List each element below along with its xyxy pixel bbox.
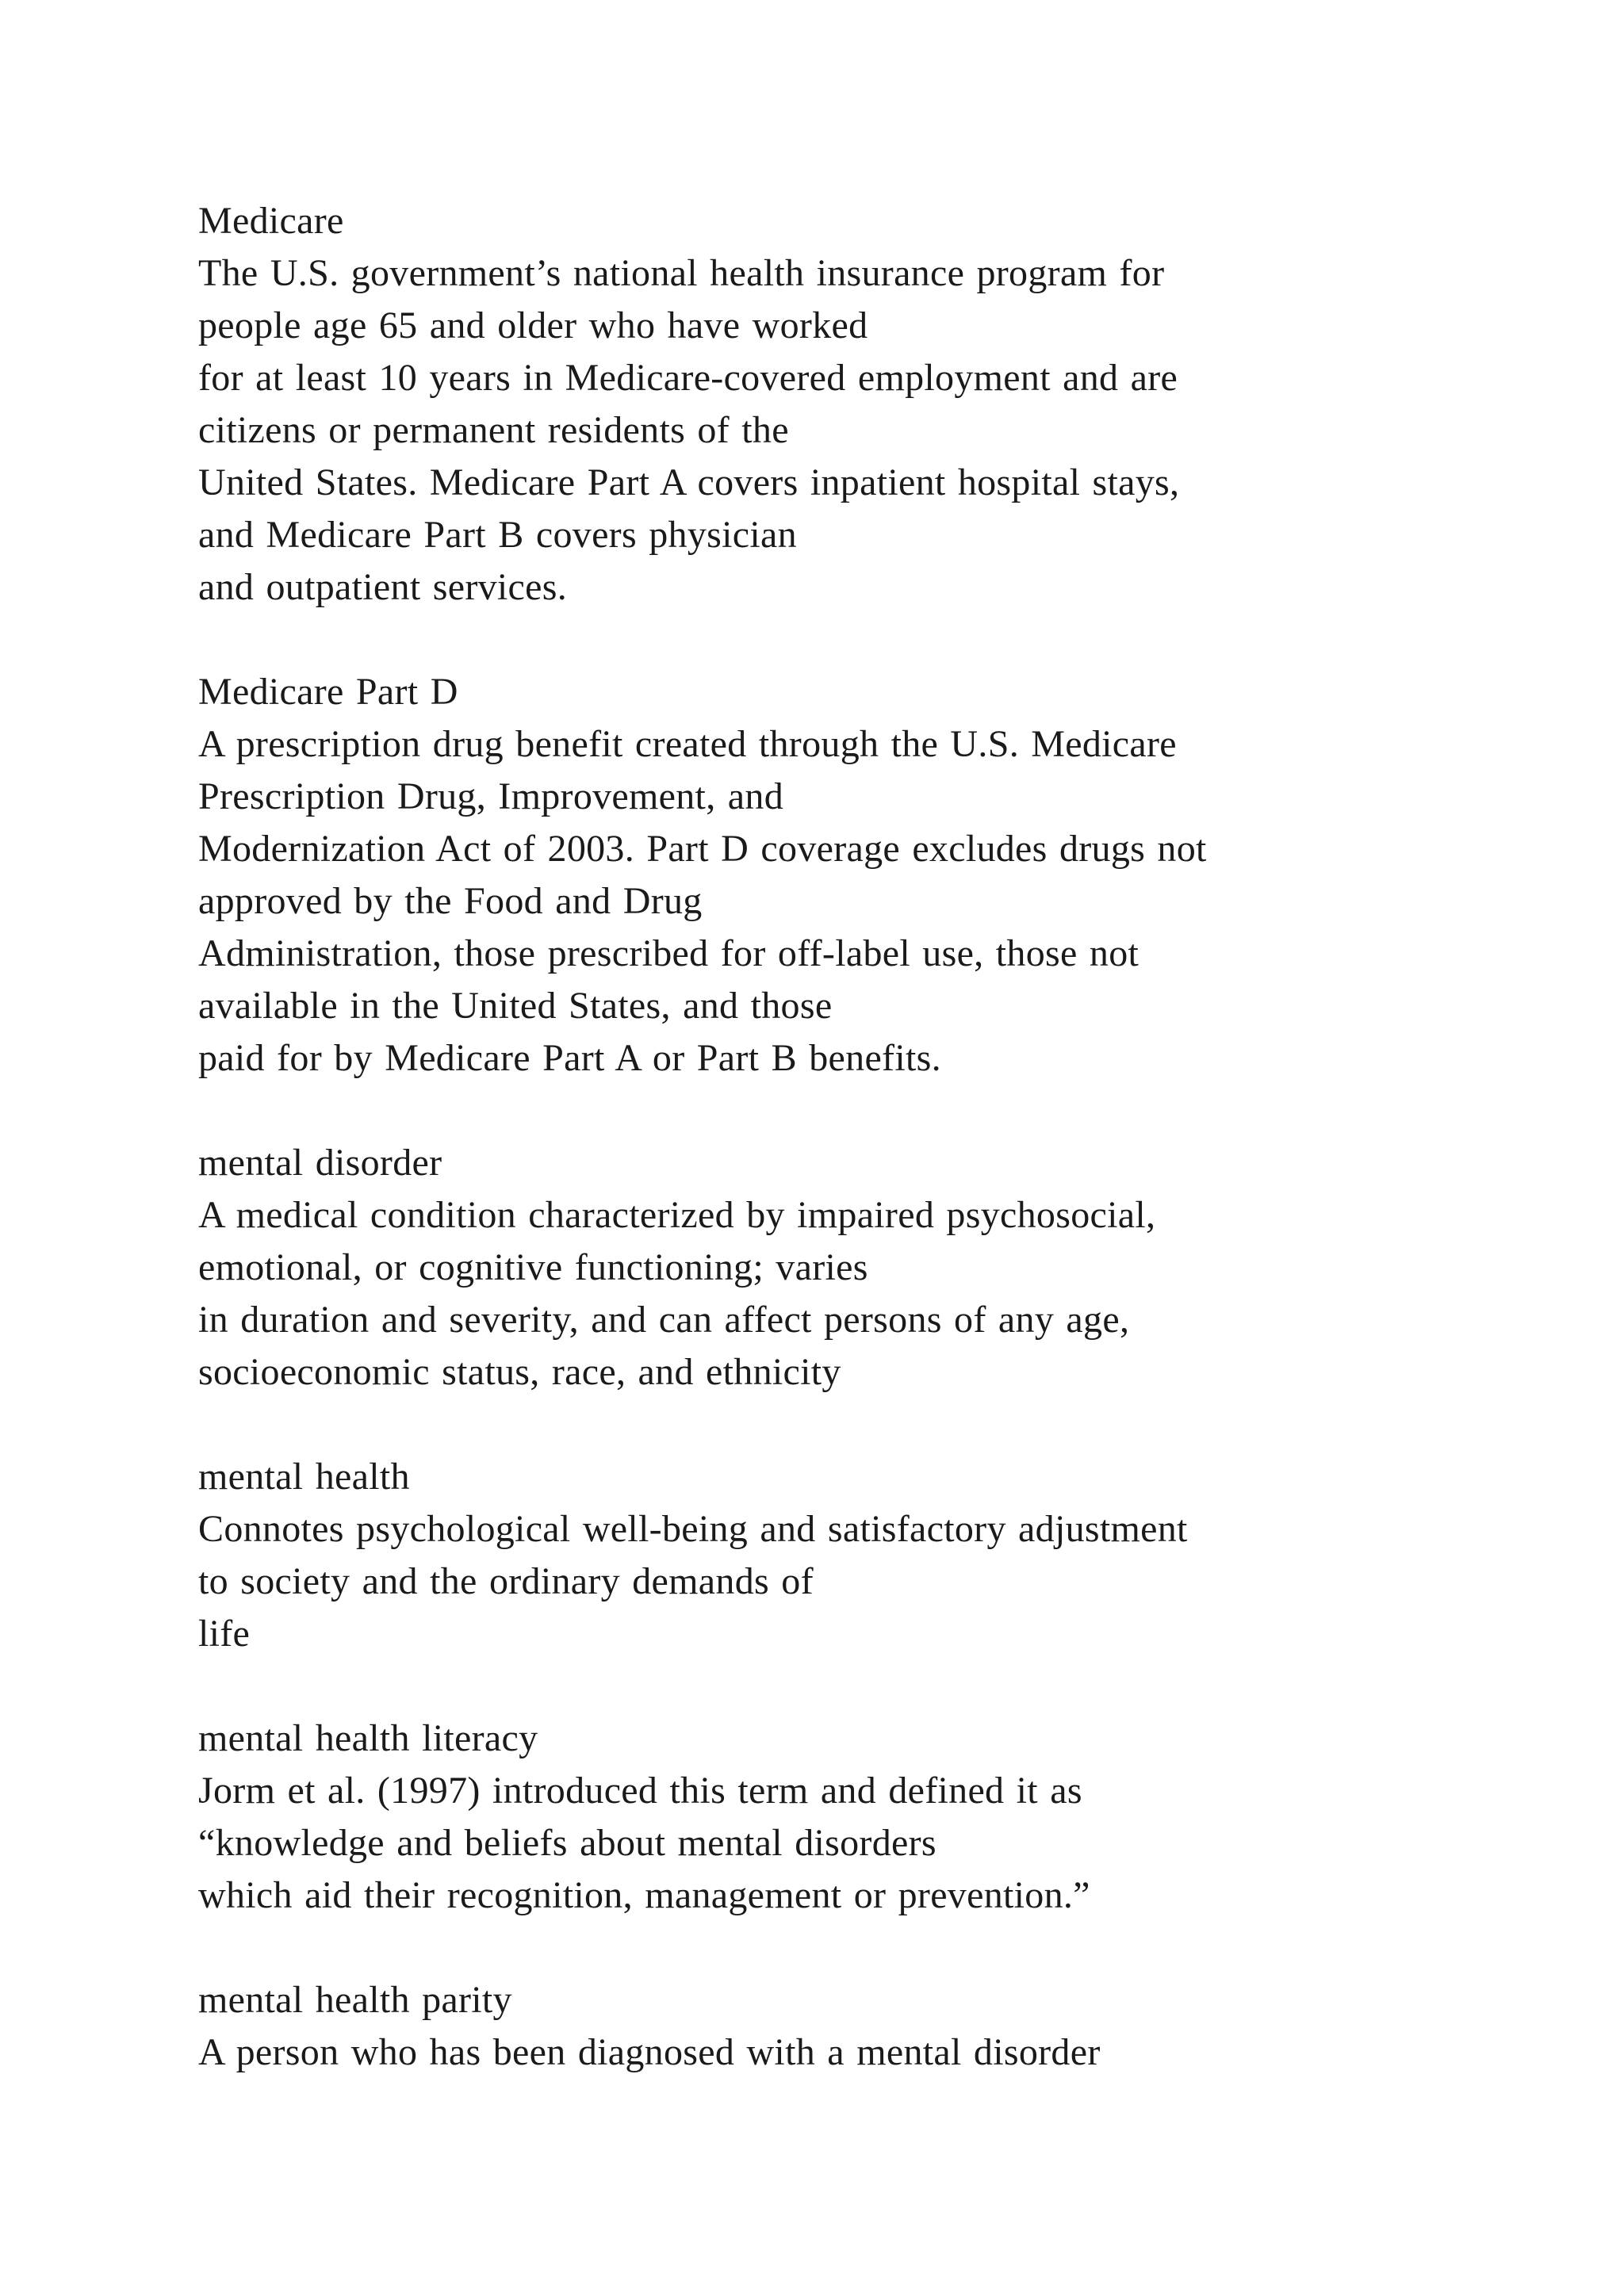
definition-line: emotional, or cognitive functioning; varies	[198, 1246, 868, 1288]
definition-line: The U.S. government’s national health insurance program for	[198, 252, 1165, 294]
definition-line: paid for by Medicare Part A or Part B benefits.	[198, 1037, 941, 1079]
glossary-content	[198, 195, 1562, 2131]
glossary-entry-mental-health-literacy	[198, 1712, 1562, 1922]
entry-term: mental disorder	[198, 1142, 442, 1184]
definition-line: “knowledge and beliefs about mental disorders	[198, 1822, 936, 1864]
entry-term: mental health literacy	[198, 1717, 538, 1759]
definition-line: A person who has been diagnosed with a mental disorder	[198, 2031, 1101, 2073]
definition-line: approved by the Food and Drug	[198, 880, 703, 922]
glossary-entry-mental-disorder	[198, 1137, 1562, 1399]
definition-line: citizens or permanent residents of the	[198, 409, 789, 451]
glossary-entry-medicare	[198, 195, 1562, 614]
glossary-entry-mental-health	[198, 1451, 1562, 1660]
glossary-entry-medicare-part-d	[198, 666, 1562, 1085]
definition-line: for at least 10 years in Medicare-covered employment and are	[198, 357, 1178, 399]
definition-line: which aid their recognition, management or prevention.”	[198, 1874, 1090, 1916]
definition-line: socioeconomic status, race, and ethnicity	[198, 1351, 841, 1393]
definition-line: Prescription Drug, Improvement, and	[198, 775, 783, 817]
definition-line: Modernization Act of 2003. Part D coverage excludes drugs not	[198, 828, 1207, 870]
definition-line: Jorm et al. (1997) introduced this term and defined it as	[198, 1770, 1082, 1812]
definition-line: in duration and severity, and can affect persons of any age,	[198, 1299, 1130, 1341]
definition-line: Connotes psychological well-being and satisfactory adjustment	[198, 1508, 1188, 1550]
definition-line: people age 65 and older who have worked	[198, 304, 868, 346]
definition-line: life	[198, 1613, 251, 1655]
definition-line: to society and the ordinary demands of	[198, 1560, 814, 1602]
entry-term: Medicare	[198, 200, 344, 242]
definition-line: Administration, those prescribed for off-label use, those not	[198, 932, 1139, 974]
definition-line: and Medicare Part B covers physician	[198, 514, 797, 556]
entry-term: mental health	[198, 1456, 410, 1498]
definition-line: A medical condition characterized by impaired psychosocial,	[198, 1194, 1156, 1236]
glossary-entry-mental-health-parity	[198, 1974, 1562, 2079]
definition-line: A prescription drug benefit created through the U.S. Medicare	[198, 723, 1177, 765]
definition-line: available in the United States, and those	[198, 985, 833, 1027]
entry-term: mental health parity	[198, 1979, 512, 2021]
definition-line: and outpatient services.	[198, 566, 568, 608]
entry-term: Medicare Part D	[198, 671, 458, 713]
definition-line: United States. Medicare Part A covers inpatient hospital stays,	[198, 461, 1180, 503]
